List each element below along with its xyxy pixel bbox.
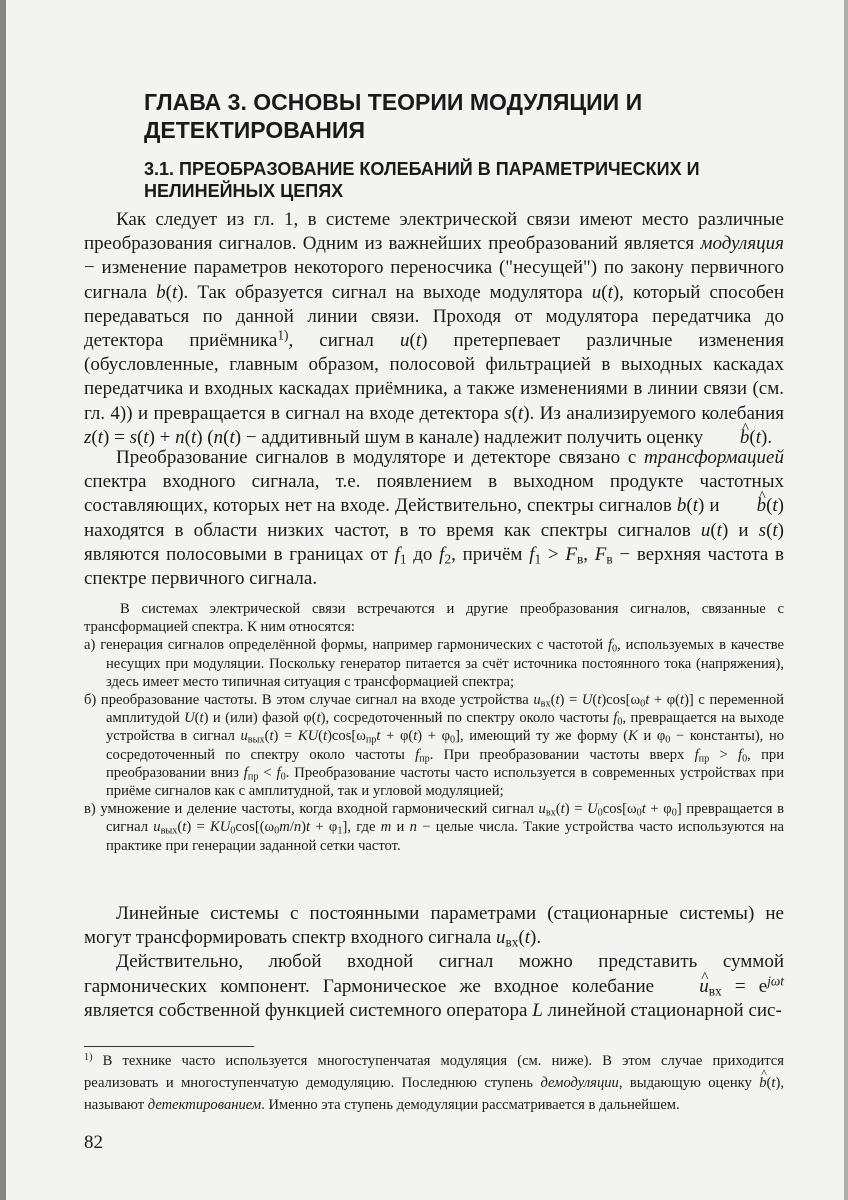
list-item-generation: а) генерация сигналов определённой формы, например гармонических с частотой $f_0$, используемых в качестве несущих при модуляции. Поскольку генератор питается за счёт источника постоянного тока (напряжения), здесь имеет место типичная ситуация с трансформацией спектра; xyxy=(84,637,784,690)
footnote-separator xyxy=(84,1046,254,1047)
small-intro: В системах электрической связи встречаются и другие преобразования сигналов, связанные с трансформацией спектра. К ним относятся: xyxy=(84,601,784,636)
scan-shadow-left xyxy=(0,0,6,1200)
footnote-ref: 1) xyxy=(277,327,289,343)
scan-shadow-right xyxy=(844,0,848,1200)
paragraph-modulation-intro: Как следует из гл. 1, в системе электрической связи имеют место различные преобразования сигналов. Одним из важнейших преобразований является модуляция − изменение параметров некоторого переносчика ("несущей") по закону первичного сигнала b(t). Так образуется сигнал на выходе модулятора u(t), который способен передаваться по данной линии связи. Проходя от модулятора передатчика до детектора приёмника$^{1)}$, сигнал u(t) претерпевает различные изменения (обусловленные, главным образом, полосовой фильтрацией в выходных каскадах передатчика и входных каскадах приёмника, а также изменениями в линии связи (см. гл. 4)) и превращается в сигнал на входе детектора s(t). Из анализируемого колебания z(t) = s(t) + n(t) (n(t) − аддитивный шум в канале) надлежит получить оценку ^ b(t). xyxy=(84,208,784,450)
section-title: 3.1. ПРЕОБРАЗОВАНИЕ КОЛЕБАНИЙ В ПАРАМЕТРИЧЕСКИХ И НЕЛИНЕЙНЫХ ЦЕПЯХ xyxy=(144,159,700,201)
footnote-marker: 1) xyxy=(84,1051,93,1063)
list-item-frequency-multiplication: в) умножение и деление частоты, когда входной гармонический сигнал $u_{вх}(t) = U_0\cos[\omega_0t + \varphi_0]$ превращается в сигнал $u_{вых}(t) = KU_0\cos[(\omega_0m/n)t + \varphi_1]$, где m и n − целые числа. Такие устройства часто используются на практике при генерации заданной сетки частот. xyxy=(84,801,785,854)
page-number: 82 xyxy=(84,1132,103,1153)
list-item-frequency-conversion: б) преобразование частоты. В этом случае сигнал на входе устройства $u_{вх}(t) = U(t)\cos[\omega_0t + \varphi(t)]$ с переменной амплитудой U(t) и (или) фазой φ(t), сосредоточенный по спектру около частоты $f_0$, превращается на выходе устройства в сигнал $u_{вых}(t) = KU(t)\cos[\omega_{пр}t + \varphi(t) + \varphi_0]$, имеющий ту же форму (K и $\varphi_0$ − константы), но сосредоточенный по спектру около частоты $f_{пр}$. При преобразовании частоты вверх $f_{пр} > f_0$, при преобразовании вниз $f_{пр} < f_0$. Преобразование частоты часто используется в современных устройствах при приёме сигналов как с амплитудной, так и угловой модуляцией; xyxy=(84,692,785,800)
chapter-title: ГЛАВА 3. ОСНОВЫ ТЕОРИИ МОДУЛЯЦИИ И ДЕТЕКТИРОВАНИЯ xyxy=(144,89,643,143)
small-print-block xyxy=(84,600,784,855)
paragraph-spectrum-transformation: Преобразование сигналов в модуляторе и детекторе связано с трансформацией спектра входного сигнала, т.е. появлением в выходном продукте частотных составляющих, которых нет на входе. Действительно, спектры сигналов b(t) и ^ b(t) находятся в области низких частот, в то время как спектры сигналов u(t) и s(t) являются полосовыми в границах от $f_1$ до $f_2$, причём $f_1 > F_в$, $F_в$ − верхняя частота в спектре первичного сигнала. xyxy=(84,446,784,591)
paragraph-linear-systems: Линейные системы с постоянными параметрами (стационарные системы) не могут трансформировать спектр входного сигнала $u_{вх}(t)$. Действительно, любой входной сигнал можно представить суммой гармонических компонент. Гармоническое же входное колебание ^ $u_{вх} = e^{j\omega t}$ является собственной функцией системного оператора L линейной стационарной сис- xyxy=(84,902,784,1023)
footnote: $^{1)}$ В технике часто используется многоступенчатая модуляция (см. ниже). В этом случае приходится реализовать и многоступенчатую демодуляцию. Последнюю ступень демодуляции, выдающую оценку ^ b(t), называют детектированием. Именно эта ступень демодуляции рассматривается в дальнейшем. xyxy=(84,1050,784,1116)
